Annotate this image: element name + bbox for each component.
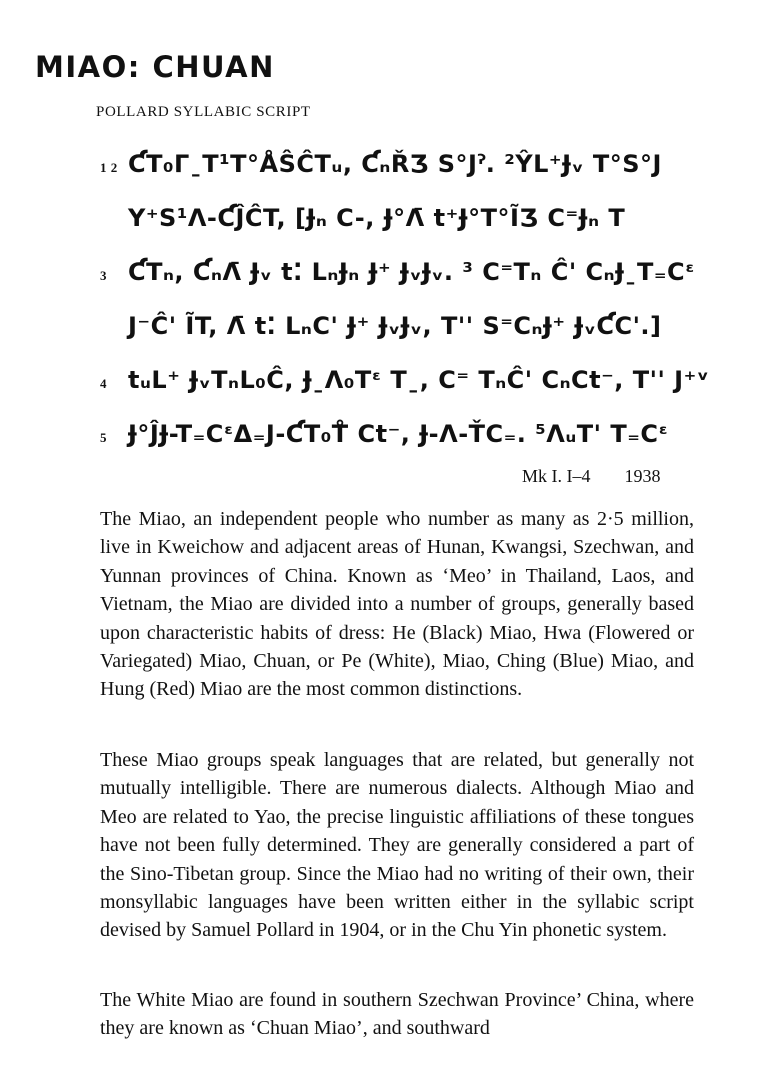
body-paragraph: These Miao groups speak languages that are related, but generally not mutually intelligible. There are numerous dialects. Although Miao and Meo are related to Yao, the precise linguistic affiliations of these tongues have not been fully determined. They are generally considered a part of the Sino-Tibetan group. Since the Miao had no writing of their own, their monsyllabic languages have been written either in the syllabic script devised by Samuel Pollard in 1904, or in the Chu Yin phonetic system.: [100, 749, 694, 942]
script-glyphs: tᵤL⁺ ɈᵥTₙL₀Ĉ, ɈˍΛ₀Tᵋ Tˍ, C⁼ TₙĈ' CₙCt⁻, T'' J⁺ᵛ: [128, 366, 710, 394]
script-glyphs: ƇTₙ, ƇₙΛ̄ Ɉᵥ t⁚ LₙɈₙ Ɉ⁺ ɈᵥɈᵥ. ³ C⁼Tₙ Ĉ' CₙɈˍT₌Cᵋ: [128, 258, 695, 286]
script-line: [100, 136, 700, 190]
verse-number: 4: [100, 376, 107, 391]
script-glyphs: ƇT₀ΓˍT¹T°ÅŜĈTᵤ, ƇₙŘƷ S°Jˀ. ²ŶL⁺Ɉᵥ T°S°J: [128, 150, 662, 178]
script-line: [100, 190, 700, 244]
verse-number: 1 2: [100, 160, 118, 175]
reference-year: 1938: [624, 466, 661, 486]
script-glyphs: Ɉ°ĴɈ-T₌CᵋΔ₌J-ƇT₀T̊ Ct⁻, Ɉ-Λ-ŤC₌. ⁵ΛᵤT' T₌Cᵋ: [128, 420, 669, 448]
page-title: MIAO: CHUAN: [35, 50, 275, 84]
script-line: [100, 244, 700, 298]
scripture-reference: [522, 466, 661, 487]
script-line: [100, 352, 710, 406]
verse-number: 5: [100, 430, 107, 445]
reference-passage: Mk I. I–4: [522, 466, 591, 486]
body-paragraph: The Miao, an independent people who number as many as 2·5 million, live in Kweichow and adjacent areas of Hunan, Kwangsi, Szechwan, and Yunnan provinces of China. Known as ‘Meo’ in Thailand, Laos, and Vietnam, the Miao are divided into a number of groups, generally based upon characteristic habits of dress: He (Black) Miao, Hwa (Flowered or Variegated) Miao, Chuan, or Pe (White), Miao, Ching (Blue) Miao, and Hung (Red) Miao are the most common distinctions.: [100, 508, 694, 701]
script-subtitle: POLLARD SYLLABIC SCRIPT: [96, 104, 311, 120]
script-line: [100, 406, 700, 460]
body-paragraph: The White Miao are found in southern Szechwan Province’ China, where they are known as ‘Chuan Miao’, and southward: [100, 989, 694, 1040]
script-glyphs: Y⁺S¹Λ-ƇĴĈT, [Ɉₙ C-, Ɉ°Λ̄ t⁺Ɉ°T°ĨƷ C⁼Ɉₙ T: [128, 204, 626, 232]
script-glyphs: J⁻Ĉ' ĨT, Λ̄ t⁚ LₙC' Ɉ⁺ ɈᵥɈᵥ, T'' S⁼CₙɈ⁺ ɈᵥƇC'.]: [128, 312, 662, 340]
syllabic-script-sample: [100, 136, 710, 460]
verse-number: 3: [100, 268, 107, 283]
script-line: [100, 298, 700, 352]
